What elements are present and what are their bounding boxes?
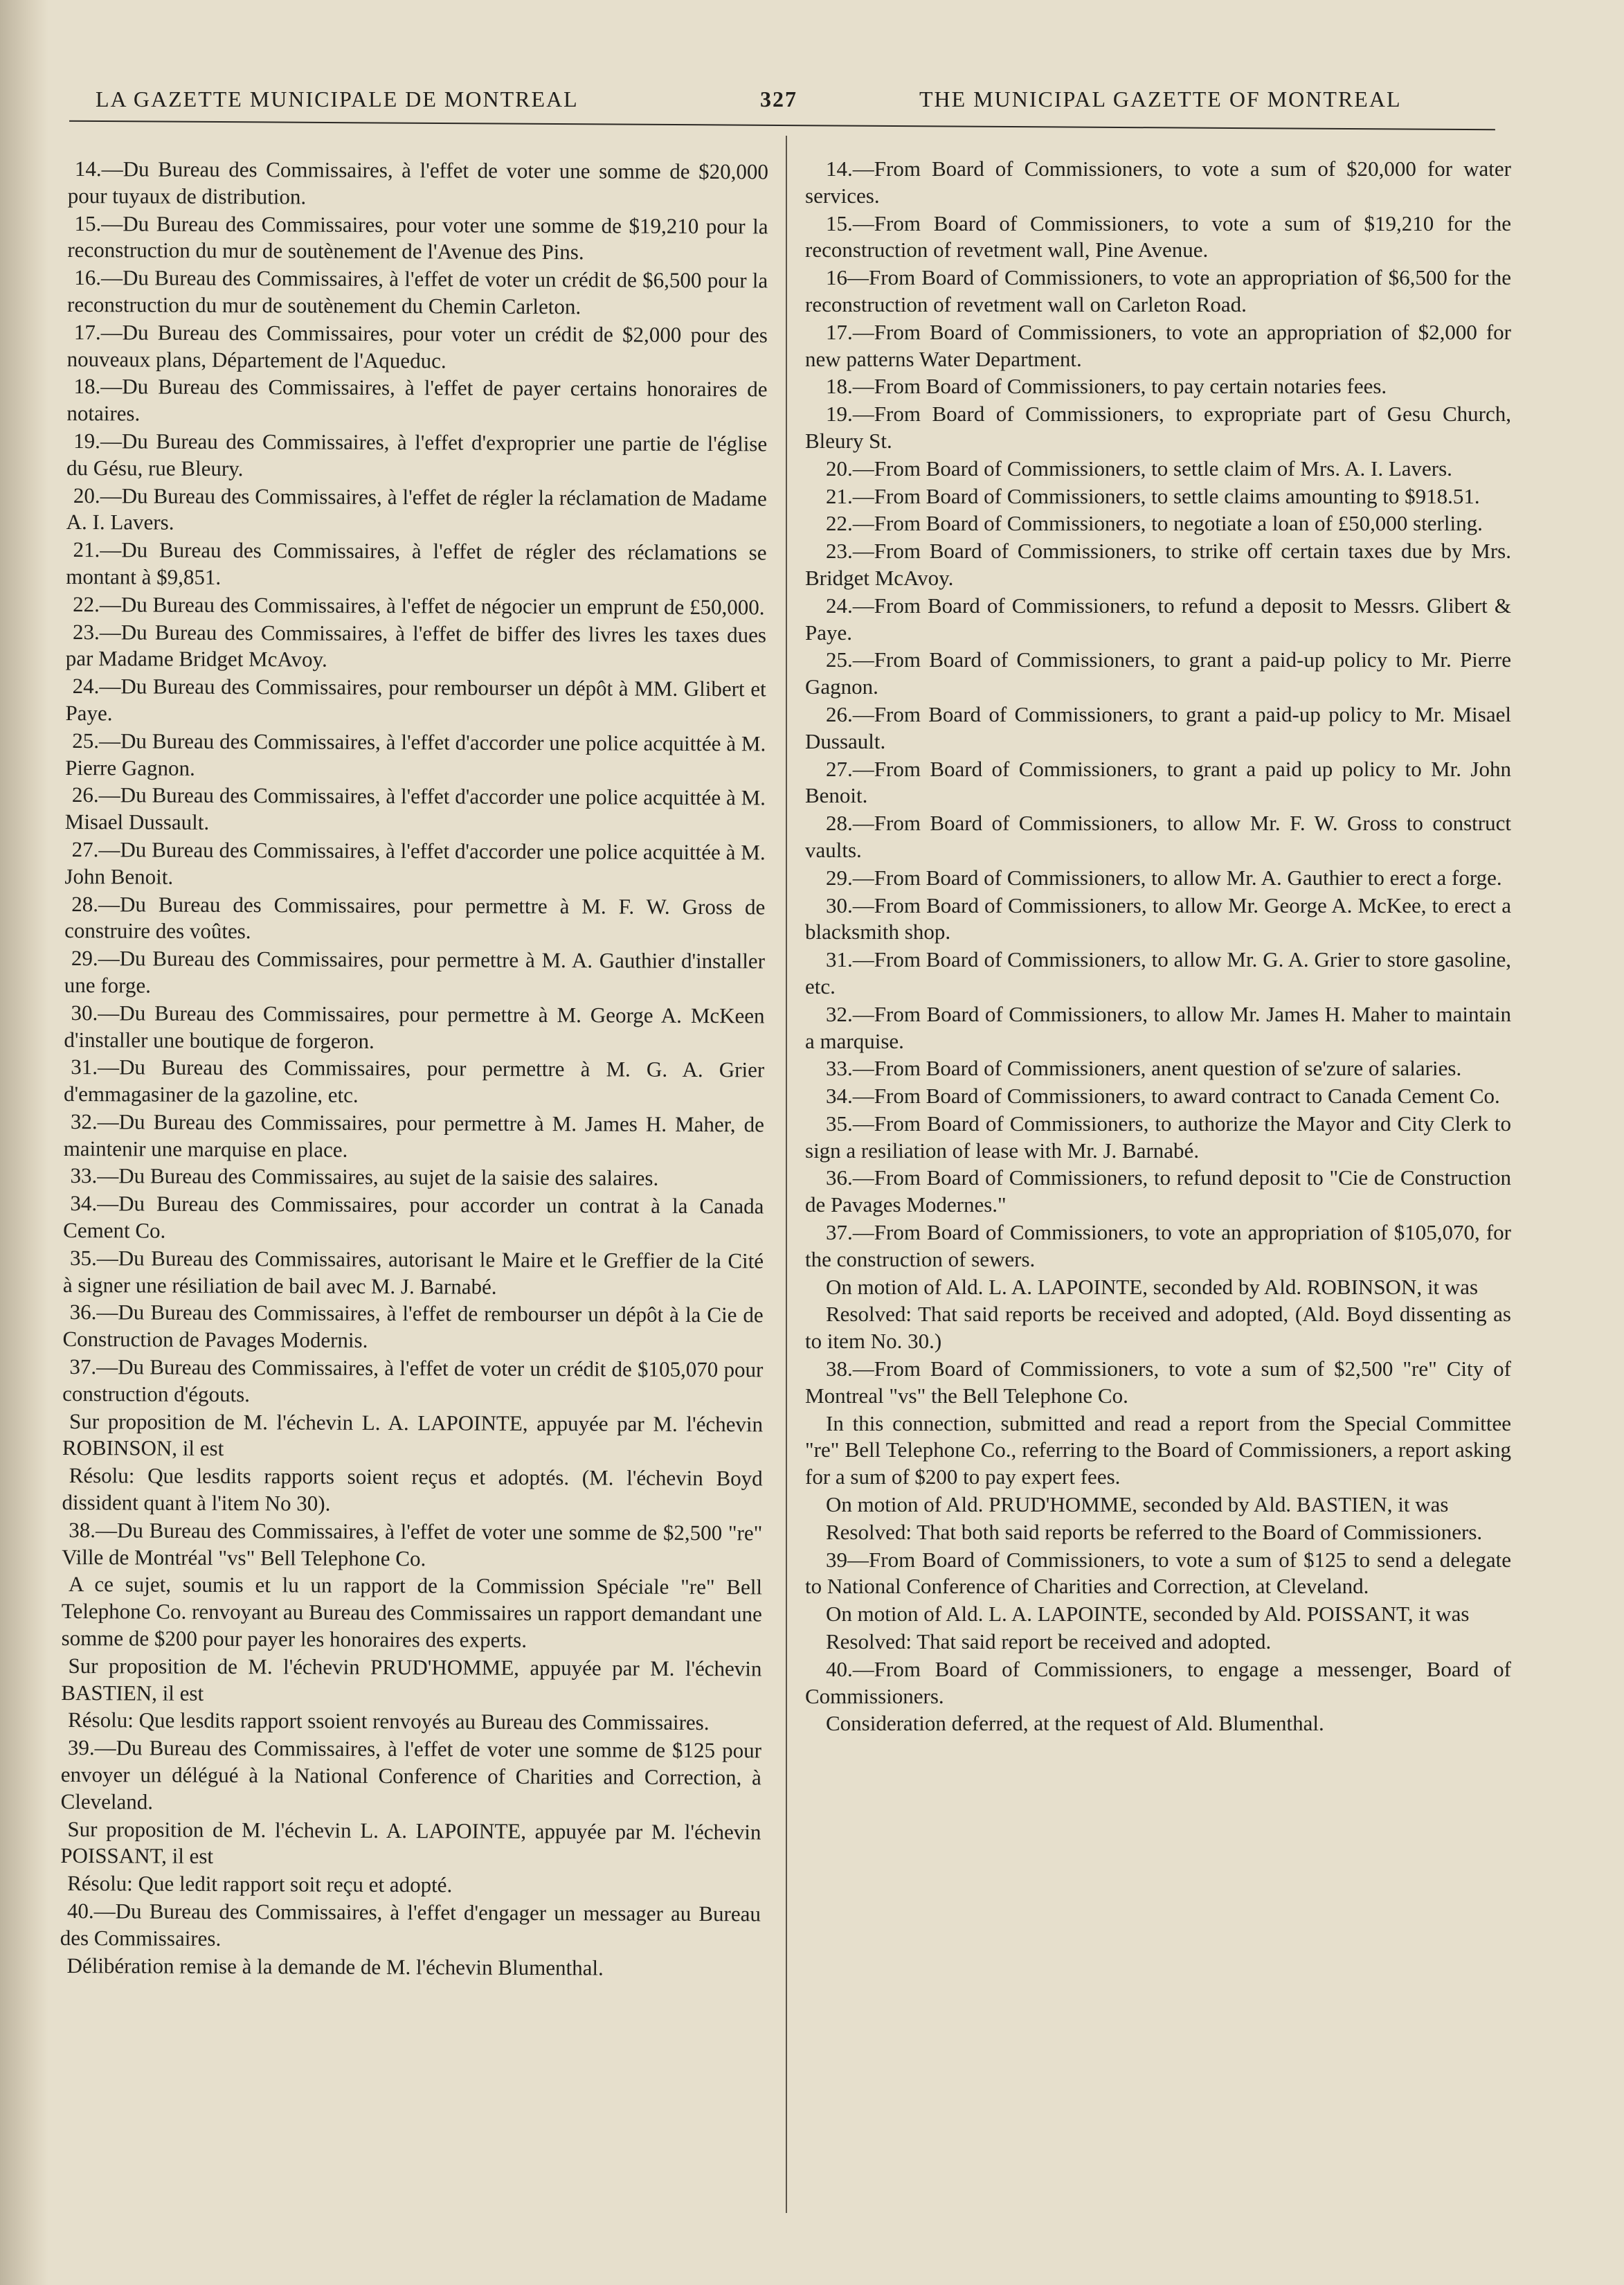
paragraph: In this connection, submitted and read a report from the Special Committee "re" Bell Telephone Co., referring to the Board of Commissioners, a report asking for a sum of $200 to pay expert fees.	[805, 1410, 1511, 1489]
paragraph: 38.—From Board of Commissioners, to vote a sum of $2,500 "re" City of Montreal "vs" the Bell Telephone Co.	[805, 1356, 1511, 1408]
paragraph: 26.—Du Bureau des Commissaires, à l'effet d'accorder une police acquittée à M. Misael Dussault.	[64, 782, 766, 835]
paragraph: 22.—From Board of Commissioners, to negotiate a loan of £50,000 sterling.	[826, 511, 1483, 536]
paragraph: 26.—From Board of Commissioners, to grant a paid-up policy to Mr. Misael Dussault.	[805, 701, 1511, 753]
paragraph: Sur proposition de M. l'échevin L. A. LAPOINTE, appuyée par M. l'échevin POISSANT, il est	[60, 1816, 761, 1869]
page-number: 327	[760, 87, 797, 111]
paragraph: 27.—Du Bureau des Commissaires, à l'effet d'accorder une police acquittée à M. John Benoit.	[64, 836, 766, 889]
paragraph: 21.—Du Bureau des Commissaires, à l'effet de régler des réclamations se montant à $9,851.	[66, 537, 767, 589]
paragraph: 27.—From Board of Commissioners, to grant a paid up policy to Mr. John Benoit.	[805, 756, 1511, 808]
paragraph: On motion of Ald. L. A. LAPOINTE, seconded by Ald. ROBINSON, it was	[826, 1274, 1479, 1299]
paragraph: A ce sujet, soumis et lu un rapport de la Commission Spéciale "re" Bell Telephone Co. renvoyant au Bureau des Commissaires un rapport demandant une somme de $200 pour payer les honoraires des experts.	[61, 1572, 763, 1652]
paragraph: 24.—Du Bureau des Commissaires, pour rembourser un dépôt à MM. Glibert et Paye.	[65, 674, 766, 726]
paragraph: 36.—From Board of Commissioners, to refund deposit to "Cie de Construction de Pavages Modernes."	[805, 1165, 1511, 1217]
paragraph: 40.—From Board of Commissioners, to engage a messenger, Board of Commissioners.	[805, 1656, 1511, 1708]
paragraph: 14.—Du Bureau des Commissaires, à l'effet de voter une somme de $20,000 pour tuyaux de distribution.	[67, 156, 768, 209]
paragraph: 23.—Du Bureau des Commissaires, à l'effet de biffer des livres les taxes dues par Madame Bridget McAvoy.	[65, 619, 767, 672]
paragraph: 35.—Du Bureau des Commissaires, autorisant le Maire et le Greffier de la Cité à signer une résiliation de bail avec M. J. Barnabé.	[62, 1245, 764, 1299]
paragraph: 34.—From Board of Commissioners, to award contract to Canada Cement Co.	[826, 1084, 1500, 1109]
paragraph: On motion of Ald. PRUD'HOMME, seconded by Ald. BASTIEN, it was	[826, 1492, 1449, 1517]
header-english-title: THE MUNICIPAL GAZETTE OF MONTREAL	[919, 87, 1402, 111]
paragraph: 31.—Du Bureau des Commissaires, pour permettre à M. G. A. Grier d'emmagasiner de la gazoline, etc.	[64, 1055, 765, 1107]
paragraph: 21.—From Board of Commissioners, to settle claims amounting to $918.51.	[826, 483, 1480, 508]
paragraph: Resolved: That said report be received and adopted.	[826, 1629, 1272, 1654]
paragraph: Délibération remise à la demande de M. l'échevin Blumenthal.	[66, 1953, 604, 1980]
paragraph: 15.—Du Bureau des Commissaires, pour voter une somme de $19,210 pour la reconstruction du mur de soutènement de l'Avenue des Pins.	[67, 210, 768, 265]
french-column	[60, 156, 768, 1982]
paragraph: 25.—From Board of Commissioners, to grant a paid-up policy to Mr. Pierre Gagnon.	[805, 647, 1511, 699]
paragraph: 30.—From Board of Commissioners, to allow Mr. George A. McKee, to erect a blacksmith shop.	[805, 893, 1511, 944]
paragraph: 32.—Du Bureau des Commissaires, pour permettre à M. James H. Maher, de maintenir une marquise en place.	[63, 1109, 764, 1162]
paragraph: Résolu: Que lesdits rapports soient reçus et adoptés. (M. l'échevin Boyd dissident quant à l'item No 30).	[62, 1463, 763, 1516]
paragraph: 40.—Du Bureau des Commissaires, à l'effet d'engager un messager au Bureau des Commissaires.	[60, 1899, 761, 1951]
paragraph: 25.—Du Bureau des Commissaires, à l'effet d'accorder une police acquittée à M. Pierre Gagnon.	[65, 728, 766, 780]
paragraph: Resolved: That said reports be received and adopted, (Ald. Boyd dissenting as to item No. 30.)	[805, 1302, 1511, 1354]
paragraph: On motion of Ald. L. A. LAPOINTE, seconded by Ald. POISSANT, it was	[826, 1602, 1470, 1627]
paragraph: 24.—From Board of Commissioners, to refund a deposit to Messrs. Glibert & Paye.	[805, 593, 1511, 645]
paragraph: 37.—From Board of Commissioners, to vote an appropriation of $105,070, for the construction of sewers.	[805, 1220, 1511, 1271]
paragraph: 17.—From Board of Commissioners, to vote an appropriation of $2,000 for new patterns Water Department.	[805, 319, 1511, 371]
paragraph: 23.—From Board of Commissioners, to strike off certain taxes due by Mrs. Bridget McAvoy.	[805, 539, 1511, 590]
column-divider	[786, 136, 787, 2213]
english-column	[805, 156, 1511, 1737]
paragraph: Sur proposition de M. l'échevin L. A. LAPOINTE, appuyée par M. l'échevin ROBINSON, il est	[62, 1408, 764, 1461]
paragraph: 16—From Board of Commissioners, to vote an appropriation of $6,500 for the reconstruction of revetment wall on Carleton Road.	[805, 265, 1511, 316]
paragraph: 20.—Du Bureau des Commissaires, à l'effet de régler la réclamation de Madame A. I. Lavers.	[66, 483, 767, 535]
paragraph: 20.—From Board of Commissioners, to settle claim of Mrs. A. I. Lavers.	[826, 456, 1452, 481]
paragraph: 39.—Du Bureau des Commissaires, à l'effet de voter une somme de $125 pour envoyer un délégué à la National Conference of Charities and Correction, à Cleveland.	[60, 1735, 762, 1814]
paragraph: 28.—Du Bureau des Commissaires, pour permettre à M. F. W. Gross de construire des voûtes.	[64, 891, 766, 944]
paragraph: 16.—Du Bureau des Commissaires, à l'effet de voter un crédit de $6,500 pour la reconstruction du mur de soutènement du Chemin Carleton.	[66, 265, 768, 319]
paragraph: 33.—Du Bureau des Commissaires, au sujet de la saisie des salaires.	[70, 1163, 659, 1191]
paragraph: 39—From Board of Commissioners, to vote a sum of $125 to send a delegate to National Conference of Charities and Correction, at Cleveland.	[805, 1547, 1511, 1599]
paragraph: 32.—From Board of Commissioners, to allow Mr. James H. Maher to maintain a marquise.	[805, 1001, 1511, 1053]
paragraph: 29.—From Board of Commissioners, to allow Mr. A. Gauthier to erect a forge.	[826, 865, 1502, 890]
paragraph: Consideration deferred, at the request of Ald. Blumenthal.	[826, 1711, 1324, 1736]
paragraph: Résolu: Que lesdits rapport ssoient renvoyés au Bureau des Commissaires.	[68, 1708, 710, 1735]
paragraph: 15.—From Board of Commissioners, to vote a sum of $19,210 for the reconstruction of revetment wall, Pine Avenue.	[805, 210, 1511, 262]
paragraph: Sur proposition de M. l'échevin PRUD'HOMME, appuyée par M. l'échevin BASTIEN, il est	[61, 1653, 762, 1705]
paragraph: 29.—Du Bureau des Commissaires, pour permettre à M. A. Gauthier d'installer une forge.	[64, 946, 766, 998]
paragraph: 18.—Du Bureau des Commissaires, à l'effet de payer certains honoraires de notaires.	[66, 374, 768, 426]
paragraph: 31.—From Board of Commissioners, to allow Mr. G. A. Grier to store gasoline, etc.	[805, 947, 1511, 998]
paragraph: 35.—From Board of Commissioners, to authorize the Mayor and City Clerk to sign a resiliation of lease with Mr. J. Barnabé.	[805, 1111, 1511, 1163]
paragraph: 38.—Du Bureau des Commissaires, à l'effet de voter une somme de $2,500 "re" Ville de Montréal "vs" Bell Telephone Co.	[62, 1517, 763, 1570]
paragraph: 30.—Du Bureau des Commissaires, pour permettre à M. George A. McKeen d'installer une boutique de forgeron.	[64, 1000, 765, 1053]
paragraph: 33.—From Board of Commissioners, anent question of se'zure of salaries.	[826, 1056, 1462, 1081]
paragraph: 18.—From Board of Commissioners, to pay certain notaries fees.	[826, 374, 1387, 399]
paragraph: Résolu: Que ledit rapport soit reçu et adopté.	[67, 1871, 453, 1897]
paragraph: Resolved: That both said reports be referred to the Board of Commissioners.	[826, 1519, 1483, 1544]
paragraph: 19.—Du Bureau des Commissaires, à l'effet d'exproprier une partie de l'église du Gésu, rue Bleury.	[66, 429, 768, 481]
paragraph: 22.—Du Bureau des Commissaires, à l'effet de négocier un emprunt de £50,000.	[73, 591, 765, 620]
paragraph: 34.—Du Bureau des Commissaires, pour accorder un contrat à la Canada Cement Co.	[63, 1191, 764, 1243]
paragraph: 14.—From Board of Commissioners, to vote a sum of $20,000 for water services.	[805, 156, 1511, 208]
paragraph: 19.—From Board of Commissioners, to expropriate part of Gesu Church, Bleury St.	[805, 402, 1511, 453]
header-french-title: LA GAZETTE MUNICIPALE DE MONTREAL	[96, 87, 579, 111]
paragraph: 17.—Du Bureau des Commissaires, pour voter un crédit de $2,000 pour des nouveaux plans, Département de l'Aqueduc.	[66, 319, 768, 373]
paragraph: 36.—Du Bureau des Commissaires, à l'effet de rembourser un dépôt à la Cie de Construction de Pavages Modernis.	[62, 1300, 764, 1353]
paragraph: 28.—From Board of Commissioners, to allow Mr. F. W. Gross to construct vaults.	[805, 811, 1511, 862]
paragraph: 37.—Du Bureau des Commissaires, à l'effet de voter un crédit de $105,070 pour construction d'égouts.	[62, 1354, 764, 1407]
